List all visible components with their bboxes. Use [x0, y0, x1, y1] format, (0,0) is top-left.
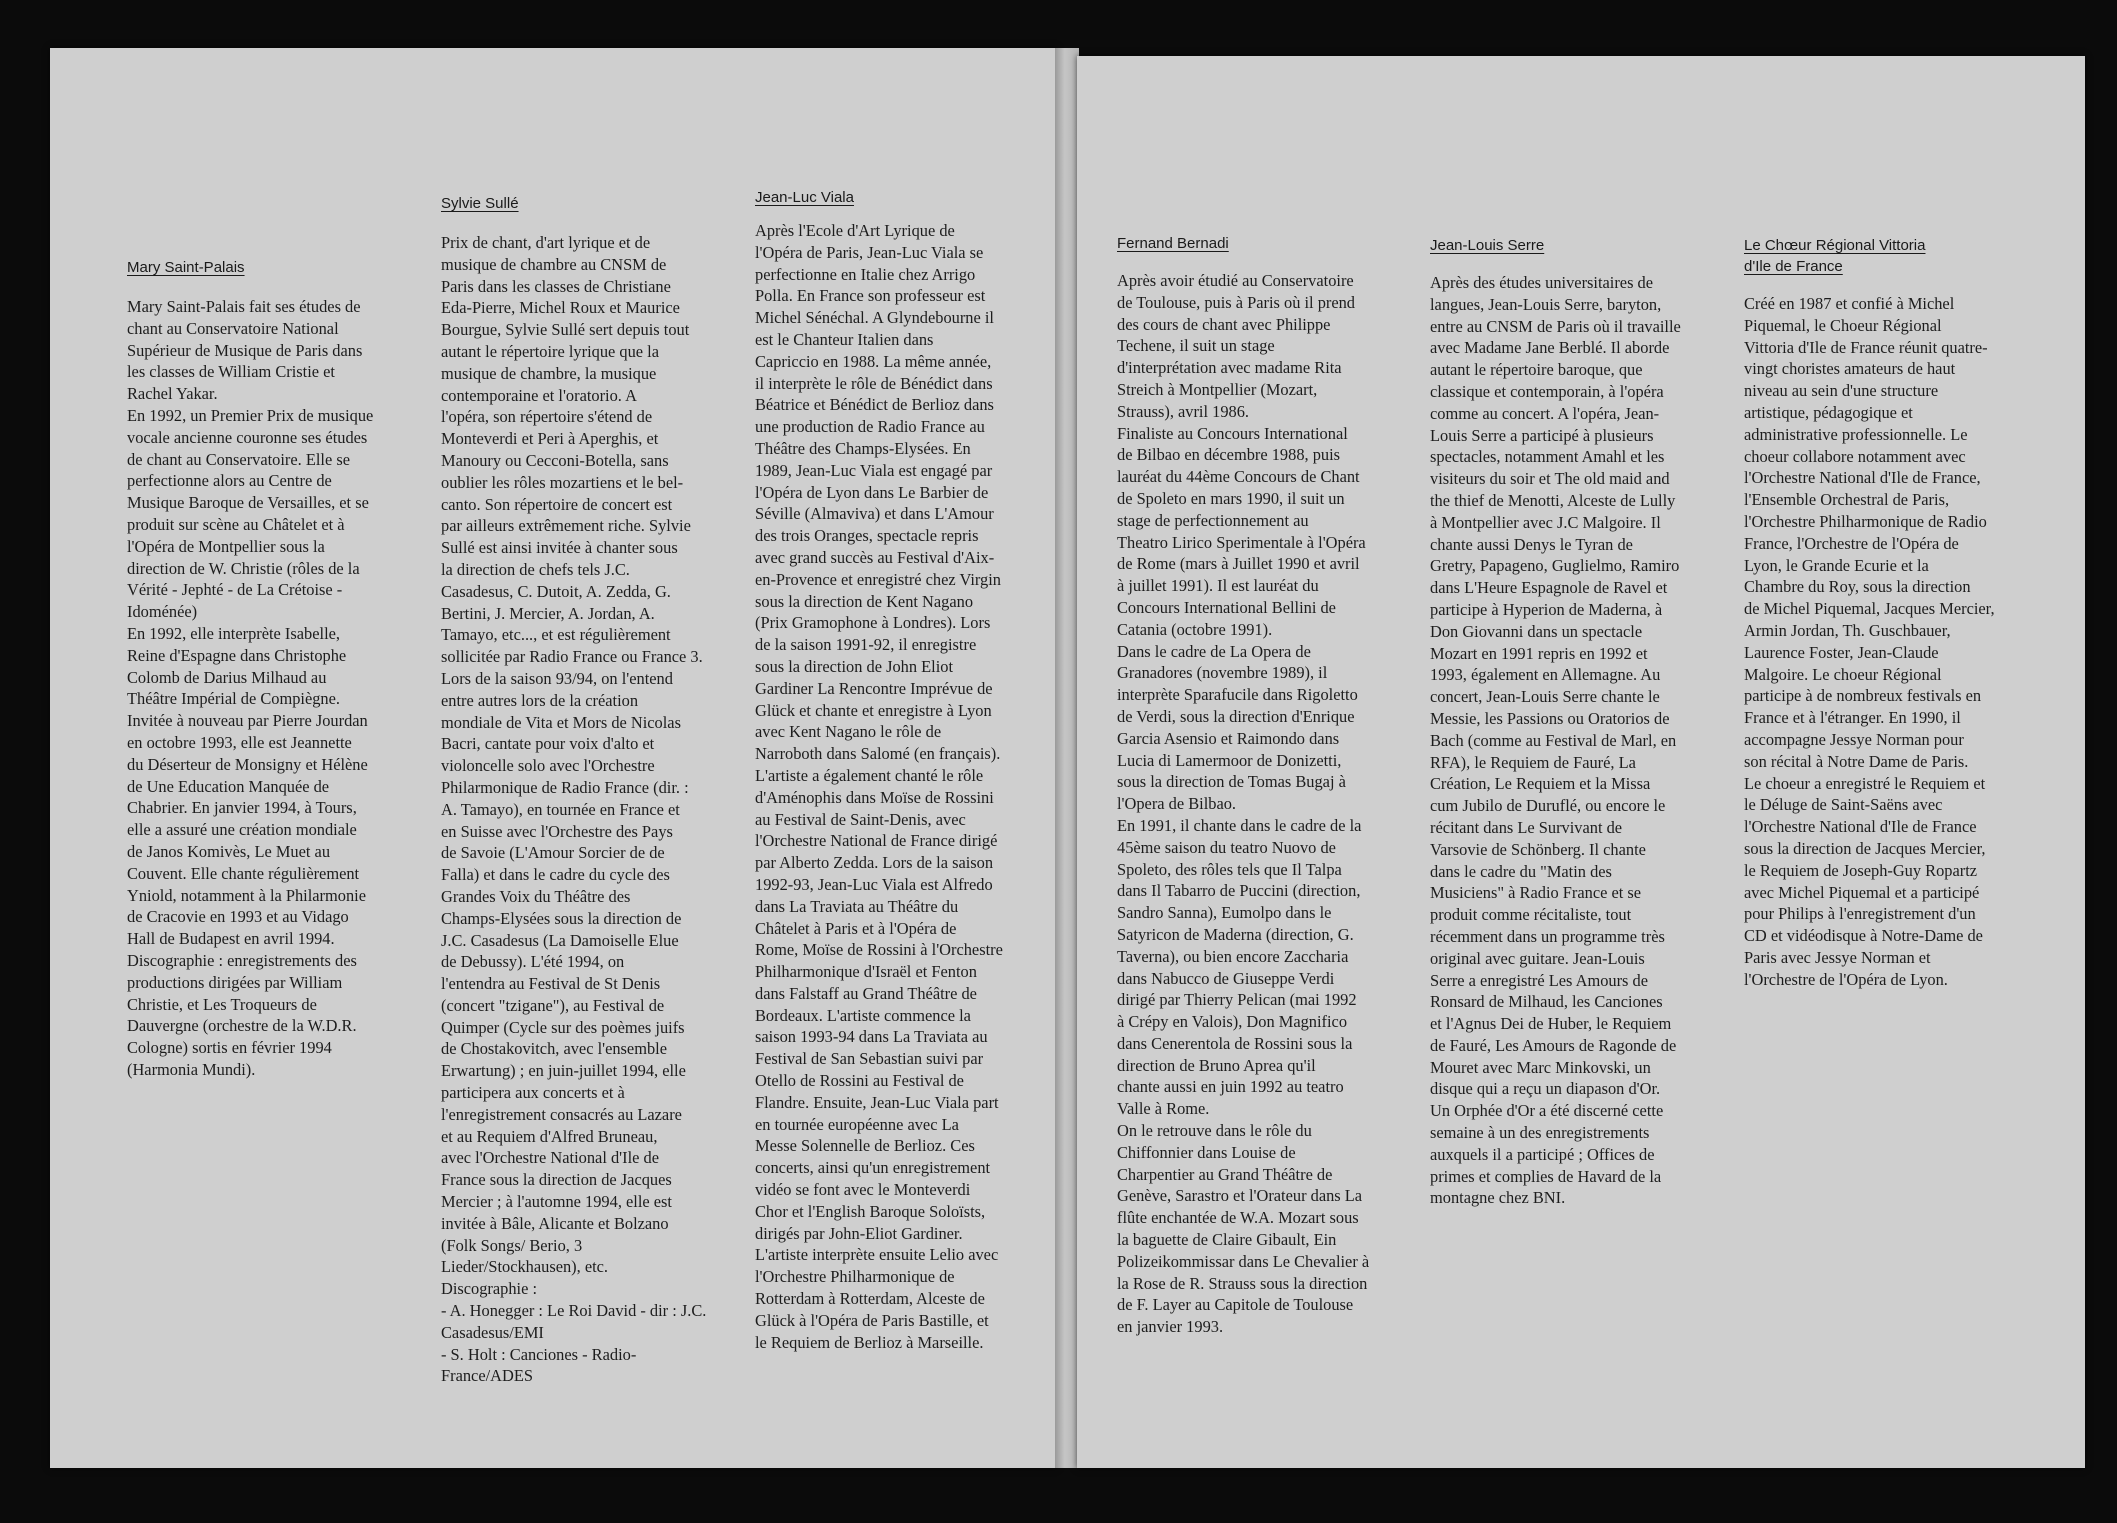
column-body: Prix de chant, d'art lyrique et de musique de chambre au CNSM de Paris dans les classes de Christiane Eda-Pierre, Michel Roux et Maurice Bourgue, Sylvie Sullé sert depuis tout autant le répertoire lyrique que la musique de chambre, la musique contemporaine et l'oratorio. A l'opéra, son répertoire s'étend de Monteverdi et Peri à Aperghis, et Manoury ou Cecconi-Botella, sans oublier les rôles mozartiens et le bel- canto. Son répertoire de concert est par ailleurs extrêmement riche. Sylvie Sullé est ainsi invitée à chanter sous la direction de chefs tels J.C. Casadesus, C. Dutoit, A. Zedda, G. Bertini, J. Mercier, A. Jordan, A. Tamayo, etc..., et est régulièrement sollicitée par Radio France ou France 3. Lors de la saison 93/94, on l'entend entre autres lors de la création mondiale de Vita et Mors de Nicolas Bacri, cantate pour voix d'alto et violoncelle solo avec l'Orchestre Philarmonique de Radio France (dir. : A. Tamayo), en tournée en France et en Suisse avec l'Orchestre des Pays de Savoie (L'Amour Sorcier de de Falla) et dans le cadre du cycle des Grandes Voix du Théâtre des Champs-Elysées sous la direction de J.C. Casadesus (La Damoiselle Elue de Debussy). L'été 1994, on l'entendra au Festival de St Denis (concert "tzigane"), au Festival de Quimper (Cycle sur des poèmes juifs de Chostakovitch, avec l'ensemble Erwartung) ; en juin-juillet 1994, elle participera aux concerts et à l'enregistrement consacrés au Lazare et au Requiem d'Alfred Bruneau, avec l'Orchestre National d'Ile de France sous la direction de Jacques Mercier ; à l'automne 1994, elle est invitée à Bâle, Alicante et Bolzano (Folk Songs/ Berio, 3 Lieder/Stockhausen), etc. Discographie : - A. Honegger : Le Roi David - dir : J.C. Casadesus/EMI - S. Holt : Canciones - Radio-France/ADES — [441, 233, 707, 1386]
column-mary-saint-palais — [127, 257, 402, 1081]
book-gutter — [1055, 48, 1079, 1468]
column-heading: Sylvie Sullé — [441, 195, 519, 212]
column-body: Après l'Ecole d'Art Lyrique de l'Opéra de Paris, Jean-Luc Viala se perfectionne en Italie chez Arrigo Polla. En France son professeur est Michel Sénéchal. A Glyndebourne il est le Chanteur Italien dans Capriccio en 1988. La même année, il interprète le rôle de Bénédict dans Béatrice et Bénédict de Berlioz dans une production de Radio France au Théâtre des Champs-Elysées. En 1989, Jean-Luc Viala est engagé par l'Opéra de Lyon dans Le Barbier de Séville (Almaviva) et dans L'Amour des trois Oranges, spectacle repris avec grand succès au Festival d'Aix- en-Provence et enregistré chez Virgin sous la direction de Kent Nagano (Prix Gramophone à Londres). Lors de la saison 1991-92, il enregistre sous la direction de John Eliot Gardiner La Rencontre Imprévue de Glück et chante et enregistre à Lyon avec Kent Nagano le rôle de Narroboth dans Salomé (en français). L'artiste a également chanté le rôle d'Aménophis dans Moïse de Rossini au Festival de Saint-Denis, avec l'Orchestre National de France dirigé par Alberto Zedda. Lors de la saison 1992-93, Jean-Luc Viala est Alfredo dans La Traviata au Théâtre du Châtelet à Paris et à l'Opéra de Rome, Moïse de Rossini à l'Orchestre Philharmonique d'Israël et Fenton dans Falstaff au Grand Théâtre de Bordeaux. L'artiste commence la saison 1993-94 dans La Traviata au Festival de San Sebastian suivi par Otello de Rossini au Festival de Flandre. Ensuite, Jean-Luc Viala part en tournée européenne avec La Messe Solennelle de Berlioz. Ces concerts, ainsi qu'un enregistrement vidéo se font avec le Monteverdi Chor et l'English Baroque Soloïsts, dirigés par John-Eliot Gardiner. L'artiste interprète ensuite Lelio avec l'Orchestre Philharmonique de Rotterdam à Rotterdam, Alceste de Glück à l'Opéra de Paris Bastille, et le Requiem de Berlioz à Marseille. — [755, 221, 1003, 1352]
column-heading: Jean-Luc Viala — [755, 189, 854, 206]
column-body: Après avoir étudié au Conservatoire de Toulouse, puis à Paris où il prend des cours de chant avec Philippe Techene, il suit un stage d'interprétation avec madame Rita Streich à Montpellier (Mozart, Strauss), avril 1986. Finaliste au Concours International de Bilbao en décembre 1988, puis lauréat du 44ème Concours de Chant de Spoleto en mars 1990, il suit un stage de perfectionnement au Theatro Lirico Sperimentale à l'Opéra de Rome (mars à Juillet 1990 et avril à juillet 1991). Il est lauréat du Concours International Bellini de Catania (octobre 1991). Dans le cadre de La Opera de Granadores (novembre 1989), il interprète Sparafucile dans Rigoletto de Verdi, sous la direction d'Enrique Garcia Asensio et Raimondo dans Lucia di Lamermoor de Donizetti, sous la direction de Tomas Bugaj à l'Opera de Bilbao. En 1991, il chante dans le cadre de la 45ème saison du teatro Nuovo de Spoleto, des rôles tels que Il Talpa dans Il Tabarro de Puccini (direction, Sandro Sanna), Eumolpo dans le Satyricon de Maderna (direction, G. Taverna), ou bien encore Zaccharia dans Nabucco de Giuseppe Verdi dirigé par Thierry Pelican (mai 1992 à Crépy en Valois), Don Magnifico dans Cenerentola de Rossini sous la direction de Bruno Aprea qu'il chante aussi en juin 1992 au teatro Valle à Rome. On le retrouve dans le rôle du Chiffonnier dans Louise de Charpentier au Grand Théâtre de Genève, Sarastro et l'Orateur dans La flûte enchantée de W.A. Mozart sous la baguette de Claire Gibault, Ein Polizeikommissar dans Le Chevalier à la Rose de R. Strauss sous la direction de F. Layer au Capitole de Toulouse en janvier 1993. — [1117, 271, 1370, 1337]
column-fernand-bernadi — [1117, 233, 1399, 1338]
column-heading: Jean-Louis Serre — [1430, 237, 1545, 254]
column-body: Mary Saint-Palais fait ses études de chant au Conservatoire National Supérieur de Musique de Paris dans les classes de William Cristie et Rachel Yakar. En 1992, un Premier Prix de musique vocale ancienne couronne ses études de chant au Conservatoire. Elle se perfectionne alors au Centre de Musique Baroque de Versailles, et se produit sur scène au Châtelet et à l'Opéra de Montpellier sous la direction de W. Christie (rôles de la Vérité - Jephté - de La Crétoise - Idoménée) En 1992, elle interprète Isabelle, Reine d'Espagne dans Christophe Colomb de Darius Milhaud au Théâtre Impérial de Compiègne. Invitée à nouveau par Pierre Jourdan en octobre 1993, elle est Jeannette du Déserteur de Monsigny et Hélène de Une Education Manquée de Chabrier. En janvier 1994, à Tours, elle a assuré une création mondiale de Janos Komivès, Le Muet au Couvent. Elle chante régulièrement Yniold, notamment à la Philarmonie de Cracovie en 1993 et au Vidago Hall de Budapest en avril 1994. Discographie : enregistrements des productions dirigées par William Christie, et Les Troqueurs de Dauvergne (orchestre de la W.D.R. Cologne) sortis en février 1994 (Harmonia Mundi). — [127, 297, 374, 1079]
column-heading: Fernand Bernadi — [1117, 235, 1229, 252]
column-body: Après des études universitaires de langues, Jean-Louis Serre, baryton, entre au CNSM de Paris où il travaille avec Madame Jane Berblé. Il aborde autant le répertoire baroque, que classique et contemporain, à l'opéra comme au concert. A l'opéra, Jean- Louis Serre a participé à plusieurs spectacles, notamment Amahl et les visiteurs du soir et The old maid and the thief de Menotti, Alceste de Lully à Montpellier avec J.C Malgoire. Il chante aussi Denys le Tyran de Gretry, Papageno, Guglielmo, Ramiro dans L'Heure Espagnole de Ravel et participe à Hyperion de Maderna, à Don Giovanni dans un spectacle Mozart en 1991 repris en 1992 et 1993, également en Allemagne. Au concert, Jean-Louis Serre chante le Messie, les Passions ou Oratorios de Bach (comme au Festival de Marl, en RFA), le Requiem de Fauré, La Création, Le Requiem et la Missa cum Jubilo de Duruflé, ou encore le récitant dans Le Survivant de Varsovie de Schönberg. Il chante dans le cadre du "Matin des Musiciens" à Radio France et se produit comme récitaliste, tout récemment dans un programme très original avec guitare. Jean-Louis Serre a enregistré Les Amours de Ronsard de Milhaud, les Canciones et l'Agnus Dei de Huber, le Requiem de Fauré, Les Amours de Ragonde de Mouret avec Marc Minkovski, un disque qui a reçu un diapason d'Or. Un Orphée d'Or a été discerné cette semaine à un des enregistrements auxquels il a participé ; Offices de primes et complies de Havard de la montagne chez BNI. — [1430, 273, 1681, 1208]
column-jean-luc-viala — [755, 187, 1037, 1353]
column-body: Créé en 1987 et confié à Michel Piquemal, le Choeur Régional Vittoria d'Ile de France réunit quatre- vingt choristes amateurs de haut niveau au sein d'une structure artistique, pédagogique et administrative professionnelle. Le choeur collabore notamment avec l'Orchestre National d'Ile de France, l'Ensemble Orchestral de Paris, l'Orchestre Philharmonique de Radio France, l'Orchestre de l'Opéra de Lyon, le Grande Ecurie et la Chambre du Roy, sous la direction de Michel Piquemal, Jacques Mercier, Armin Jordan, Th. Guschbauer, Laurence Foster, Jean-Claude Malgoire. Le choeur Régional participe à de nombreux festivals en France et à l'étranger. En 1990, il accompagne Jessye Norman pour son récital à Notre Dame de Paris. Le choeur a enregistré le Requiem et le Déluge de Saint-Saëns avec l'Orchestre National d'Ile de France sous la direction de Jacques Mercier, le Requiem de Joseph-Guy Ropartz avec Michel Piquemal et a participé pour Philips à l'enregistrement d'un CD et vidéodisque à Notre-Dame de Paris avec Jessye Norman et l'Orchestre de l'Opéra de Lyon. — [1744, 294, 1995, 989]
column-jean-louis-serre — [1430, 235, 1712, 1209]
column-heading: Le Chœur Régional Vittoria d'Ile de France — [1744, 237, 1926, 275]
column-sylvie-sulle — [441, 193, 723, 1387]
column-choeur-vittoria — [1744, 235, 2034, 991]
column-heading: Mary Saint-Palais — [127, 259, 245, 276]
